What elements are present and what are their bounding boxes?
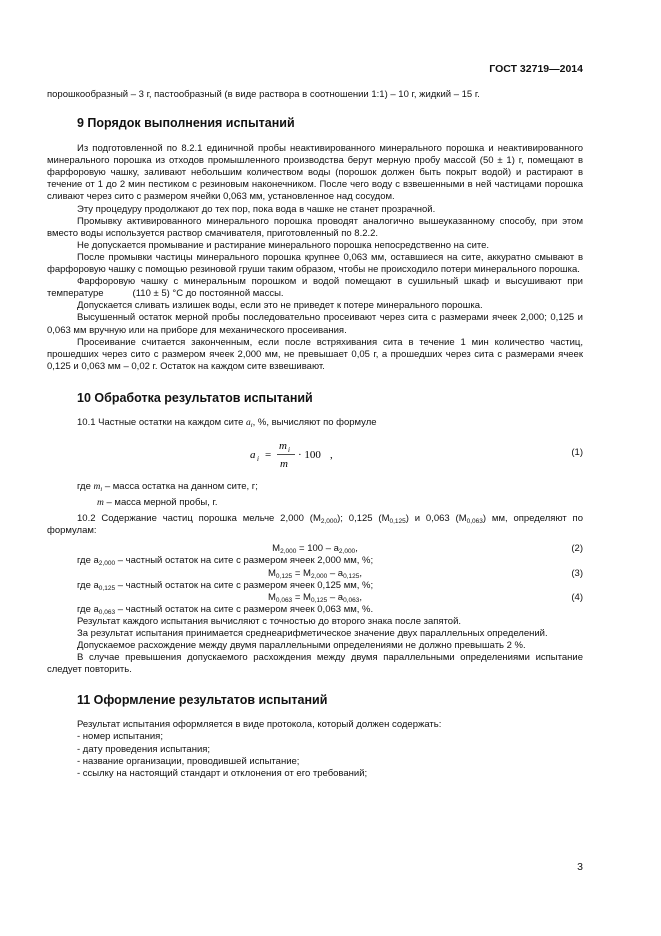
- section-9-paragraph: Промывку активированного минерального порошка проводят аналогично вышеуказанному способу, при этом вместо воды используется раствор смачивателя, приготовленный по 8.2.2.: [47, 215, 583, 239]
- section-9-paragraph: После промывки частицы минерального порошка крупнее 0,063 мм, оставшиеся на сите, аккуратно смывают в фарфоровую чашку с помощью резиновой груши таким образом, чтобы не происходило потери минерального порошка.: [47, 251, 583, 276]
- page-content: [47, 89, 586, 780]
- section-9-heading: 9 Порядок выполнения испытаний: [77, 116, 295, 131]
- formula-2-number: (2): [571, 543, 583, 555]
- formula-1-numerator-sub: i: [288, 445, 290, 454]
- page-number: 3: [577, 861, 583, 873]
- section-10-heading: 10 Обработка результатов испытаний: [77, 390, 313, 405]
- where-a0125: где $a_{0,125}$ – частный остаток на сите с размером ячеек 0,125 мм, %;: [77, 579, 374, 592]
- section-9-paragraph: Из подготовленной по 8.2.1 единичной пробы неактивированного минерального порошка и неактивированного минерального порошка из отходов промышленного производства берут мерную пробу массой (50 ± 1) г, помещают в фарфоровую чашку, заливают небольшим количеством воды (порошок должен быть покрыт водой) и растирают в течение от 1 до 2 мин пестиком с резиновым наконечником. После чего воду с взвешенными в ней частицами порошка сливают через сито с размером ячейки 0,063 мм, установленное над сосудом.: [47, 143, 583, 203]
- formula-1-tail: ,: [330, 448, 333, 461]
- formula-1-lhs: a: [250, 448, 256, 461]
- section-10-paragraph: Результат каждого испытания вычисляют с точностью до второго знака после запятой.: [77, 615, 462, 627]
- where-a0063: где $a_{0,063}$ – частный остаток на сите с размером ячеек 0,063 мм, %.: [77, 603, 374, 616]
- section-9-paragraph: Фарфоровую чашку с минеральным порошком и водой помещают в сушильный шкаф и высушивают при температуре (110 ± 5) °С до постоянной массы.: [47, 276, 586, 300]
- section-9-paragraph: Эту процедуру продолжают до тех пор, пока вода в чашке не станет прозрачной.: [77, 203, 436, 215]
- formula-1: [47, 435, 583, 473]
- list-item: - название организации, проводившей испытание;: [77, 755, 300, 767]
- list-item: - дату проведения испытания;: [77, 743, 211, 755]
- section-11-heading: 11 Оформление результатов испытаний: [77, 693, 328, 708]
- formula-3-number: (3): [571, 567, 583, 579]
- formula-1-multiplier: · 100: [298, 448, 321, 461]
- formula-1-numerator: m: [279, 439, 287, 452]
- section-11-intro: Результат испытания оформляется в виде протокола, который должен содержать:: [77, 719, 442, 731]
- where-a2000: где $a_{2,000}$ – частный остаток на сите с размером ячеек 2,000 мм, %;: [77, 555, 374, 568]
- section-9-paragraph: Просеивание считается законченным, если после встряхивания сита в течение 1 мин количество частиц, прошедших через сито с размером ячеек 2,000 мм, не превышает 0,05 г, а прошедших через сита с размерами ячеек 0,125 и 0,063 мм – 0,02 г. Остаток на каждом сите взвешивают.: [47, 336, 583, 372]
- formula-1-number: (1): [571, 446, 583, 458]
- document-id: ГОСТ 32719—2014: [489, 63, 583, 75]
- section-10-paragraph: В случае превышения допускаемого расхождения между двумя параллельными определениями испытание следует повторить.: [47, 652, 583, 676]
- intro-line: порошкообразный – 3 г, пастообразный (в виде раствора в соотношении 1:1) – 10 г, жидкий – 15 г.: [47, 89, 480, 100]
- formula-1-graphic: [242, 435, 402, 473]
- clause-10-2: 10.2 Содержание частиц порошка мельче 2,000 $(М_{2,000})$; 0,125 $(М_{0,125})$ и 0,063 $(М_{0,063})$ мм, определяют по формулам:: [47, 513, 583, 537]
- where-m: m – масса мерной пробы, г.: [97, 497, 218, 509]
- section-9-paragraph: Не допускается промывание и растирание минерального порошка непосредственно на сите.: [77, 239, 490, 251]
- list-item: - ссылку на настоящий стандарт и отклонения от его требований;: [77, 767, 368, 779]
- formula-1-denominator: m: [280, 457, 288, 470]
- formula-4: $M_{0,063} = M_{0,125} - a_{0,063}$, (4): [267, 591, 583, 604]
- section-9-paragraph: Высушенный остаток мерной пробы последовательно просеивают через сита с размерами ячеек 2,000; 0,125 и 0,063 мм вручную или на приборе для механического просеивания.: [47, 312, 583, 336]
- list-item: - номер испытания;: [77, 731, 163, 743]
- formula-2: $M_{2,000} = 100 - a_{2,000}$, (2): [272, 543, 583, 556]
- section-10-paragraph: Допускаемое расхождение между двумя параллельными определениями не должно превышать 2 %.: [77, 640, 526, 652]
- section-9-paragraph: Допускается сливать излишек воды, если это не приведет к потере минерального порошка.: [77, 300, 483, 312]
- formula-4-number: (4): [571, 591, 583, 603]
- formula-1-equals: =: [265, 448, 272, 461]
- formula-1-lhs-sub: i: [257, 454, 259, 463]
- formula-3: $M_{0,125} = M_{2,000} - a_{0,125}$, (3): [267, 567, 583, 580]
- clause-10-1: 10.1 Частные остатки на каждом сите $a_i$, %, вычисляют по формуле: [77, 416, 377, 429]
- section-10-paragraph: За результат испытания принимается среднеарифметическое значение двух параллельных определений.: [77, 628, 548, 639]
- where-mi: где $m_i$ – масса остатка на данном сите, г;: [77, 480, 258, 493]
